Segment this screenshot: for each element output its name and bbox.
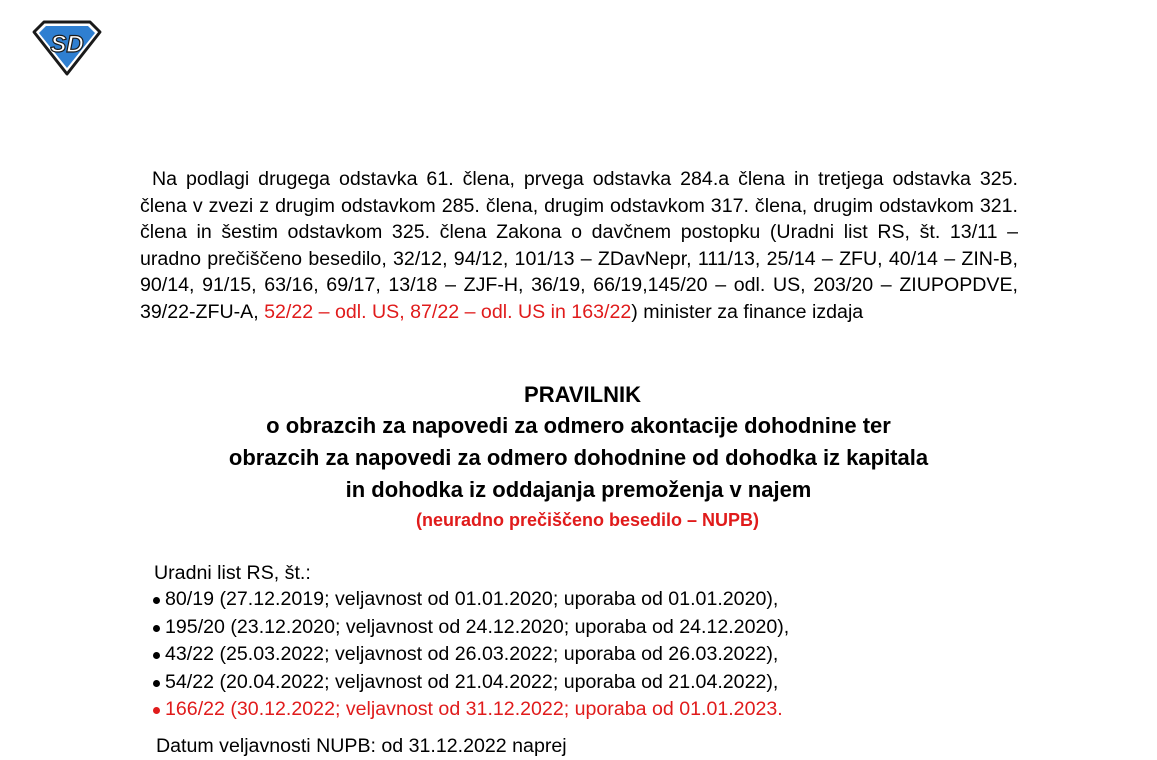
preamble-amendments-highlight: 52/22 – odl. US, 87/22 – odl. US in 163/22 (264, 300, 632, 323)
preamble-text-end: ) minister za finance izdaja (631, 300, 864, 323)
gazette-item (148, 614, 789, 642)
preamble-text: Na podlagi drugega odstavka 61. člena, prvega odstavka 284.a člena in tretjega odstavka 325. člena v zvezi z drugim odstavkom 285. člena, drugim odstavkom 317. člena, drugim odstavkom 321. člena in šestim odstavkom 325. člena Zakona o davčnem postopku (Uradni list RS, št. 13/11 – uradno prečiščeno besedilo, 32/12, 94/12, 101/13 – ZDavNepr, 111/13, 25/14 – ZFU, 40/14 – ZIN-B, 90/14, 91/15, 63/16, 69/17, 13/18 – ZJF-H, 36/19, 66/19,145/20 – odl. US, 203/20 – ZIUPOPDVE, 39/22-ZFU-A, (140, 168, 1018, 323)
document-title (0, 380, 1157, 534)
gazette-list (148, 586, 789, 724)
nupb-validity-date: Datum veljavnosti NUPB: od 31.12.2022 naprej (156, 735, 567, 757)
logo-letters: SD (50, 31, 84, 58)
gazette-item-text: 80/19 (27.12.2019; veljavnost od 01.01.2020; uporaba od 01.01.2020), (165, 588, 779, 610)
gazette-item (148, 641, 789, 669)
gazette-item-text: 166/22 (30.12.2022; veljavnost od 31.12.2022; uporaba od 01.01.2023. (165, 698, 783, 721)
bullet-icon (153, 597, 160, 604)
title-rulebook: PRAVILNIK (524, 382, 641, 407)
title-subtitle-nupb: (neuradno prečiščeno besedilo – NUPB) (415, 510, 760, 530)
title-line-4: in dohodka iz oddajanja premoženja v najem (345, 477, 812, 502)
bullet-icon (153, 707, 160, 714)
gazette-item (148, 669, 789, 697)
bullet-icon (153, 652, 160, 659)
preamble-paragraph (140, 166, 1018, 326)
gazette-item-text: 54/22 (20.04.2022; veljavnost od 21.04.2022; uporaba od 21.04.2022), (165, 670, 779, 693)
title-line-2: o obrazcih za napovedi za odmero akontacije dohodnine ter (266, 413, 891, 438)
gazette-item-text: 195/20 (23.12.2020; veljavnost od 24.12.2020; uporaba od 24.12.2020), (165, 615, 790, 638)
gazette-heading: Uradni list RS, št.: (154, 562, 311, 584)
gazette-item (148, 586, 789, 614)
gazette-item-latest (148, 696, 789, 724)
bullet-icon (153, 680, 160, 687)
shield-logo-icon (30, 18, 104, 78)
gazette-item-text: 43/22 (25.03.2022; veljavnost od 26.03.2022; uporaba od 26.03.2022), (165, 643, 779, 666)
bullet-icon (153, 625, 160, 632)
title-line-3: obrazcih za napovedi za odmero dohodnine od dohodka iz kapitala (228, 445, 929, 470)
